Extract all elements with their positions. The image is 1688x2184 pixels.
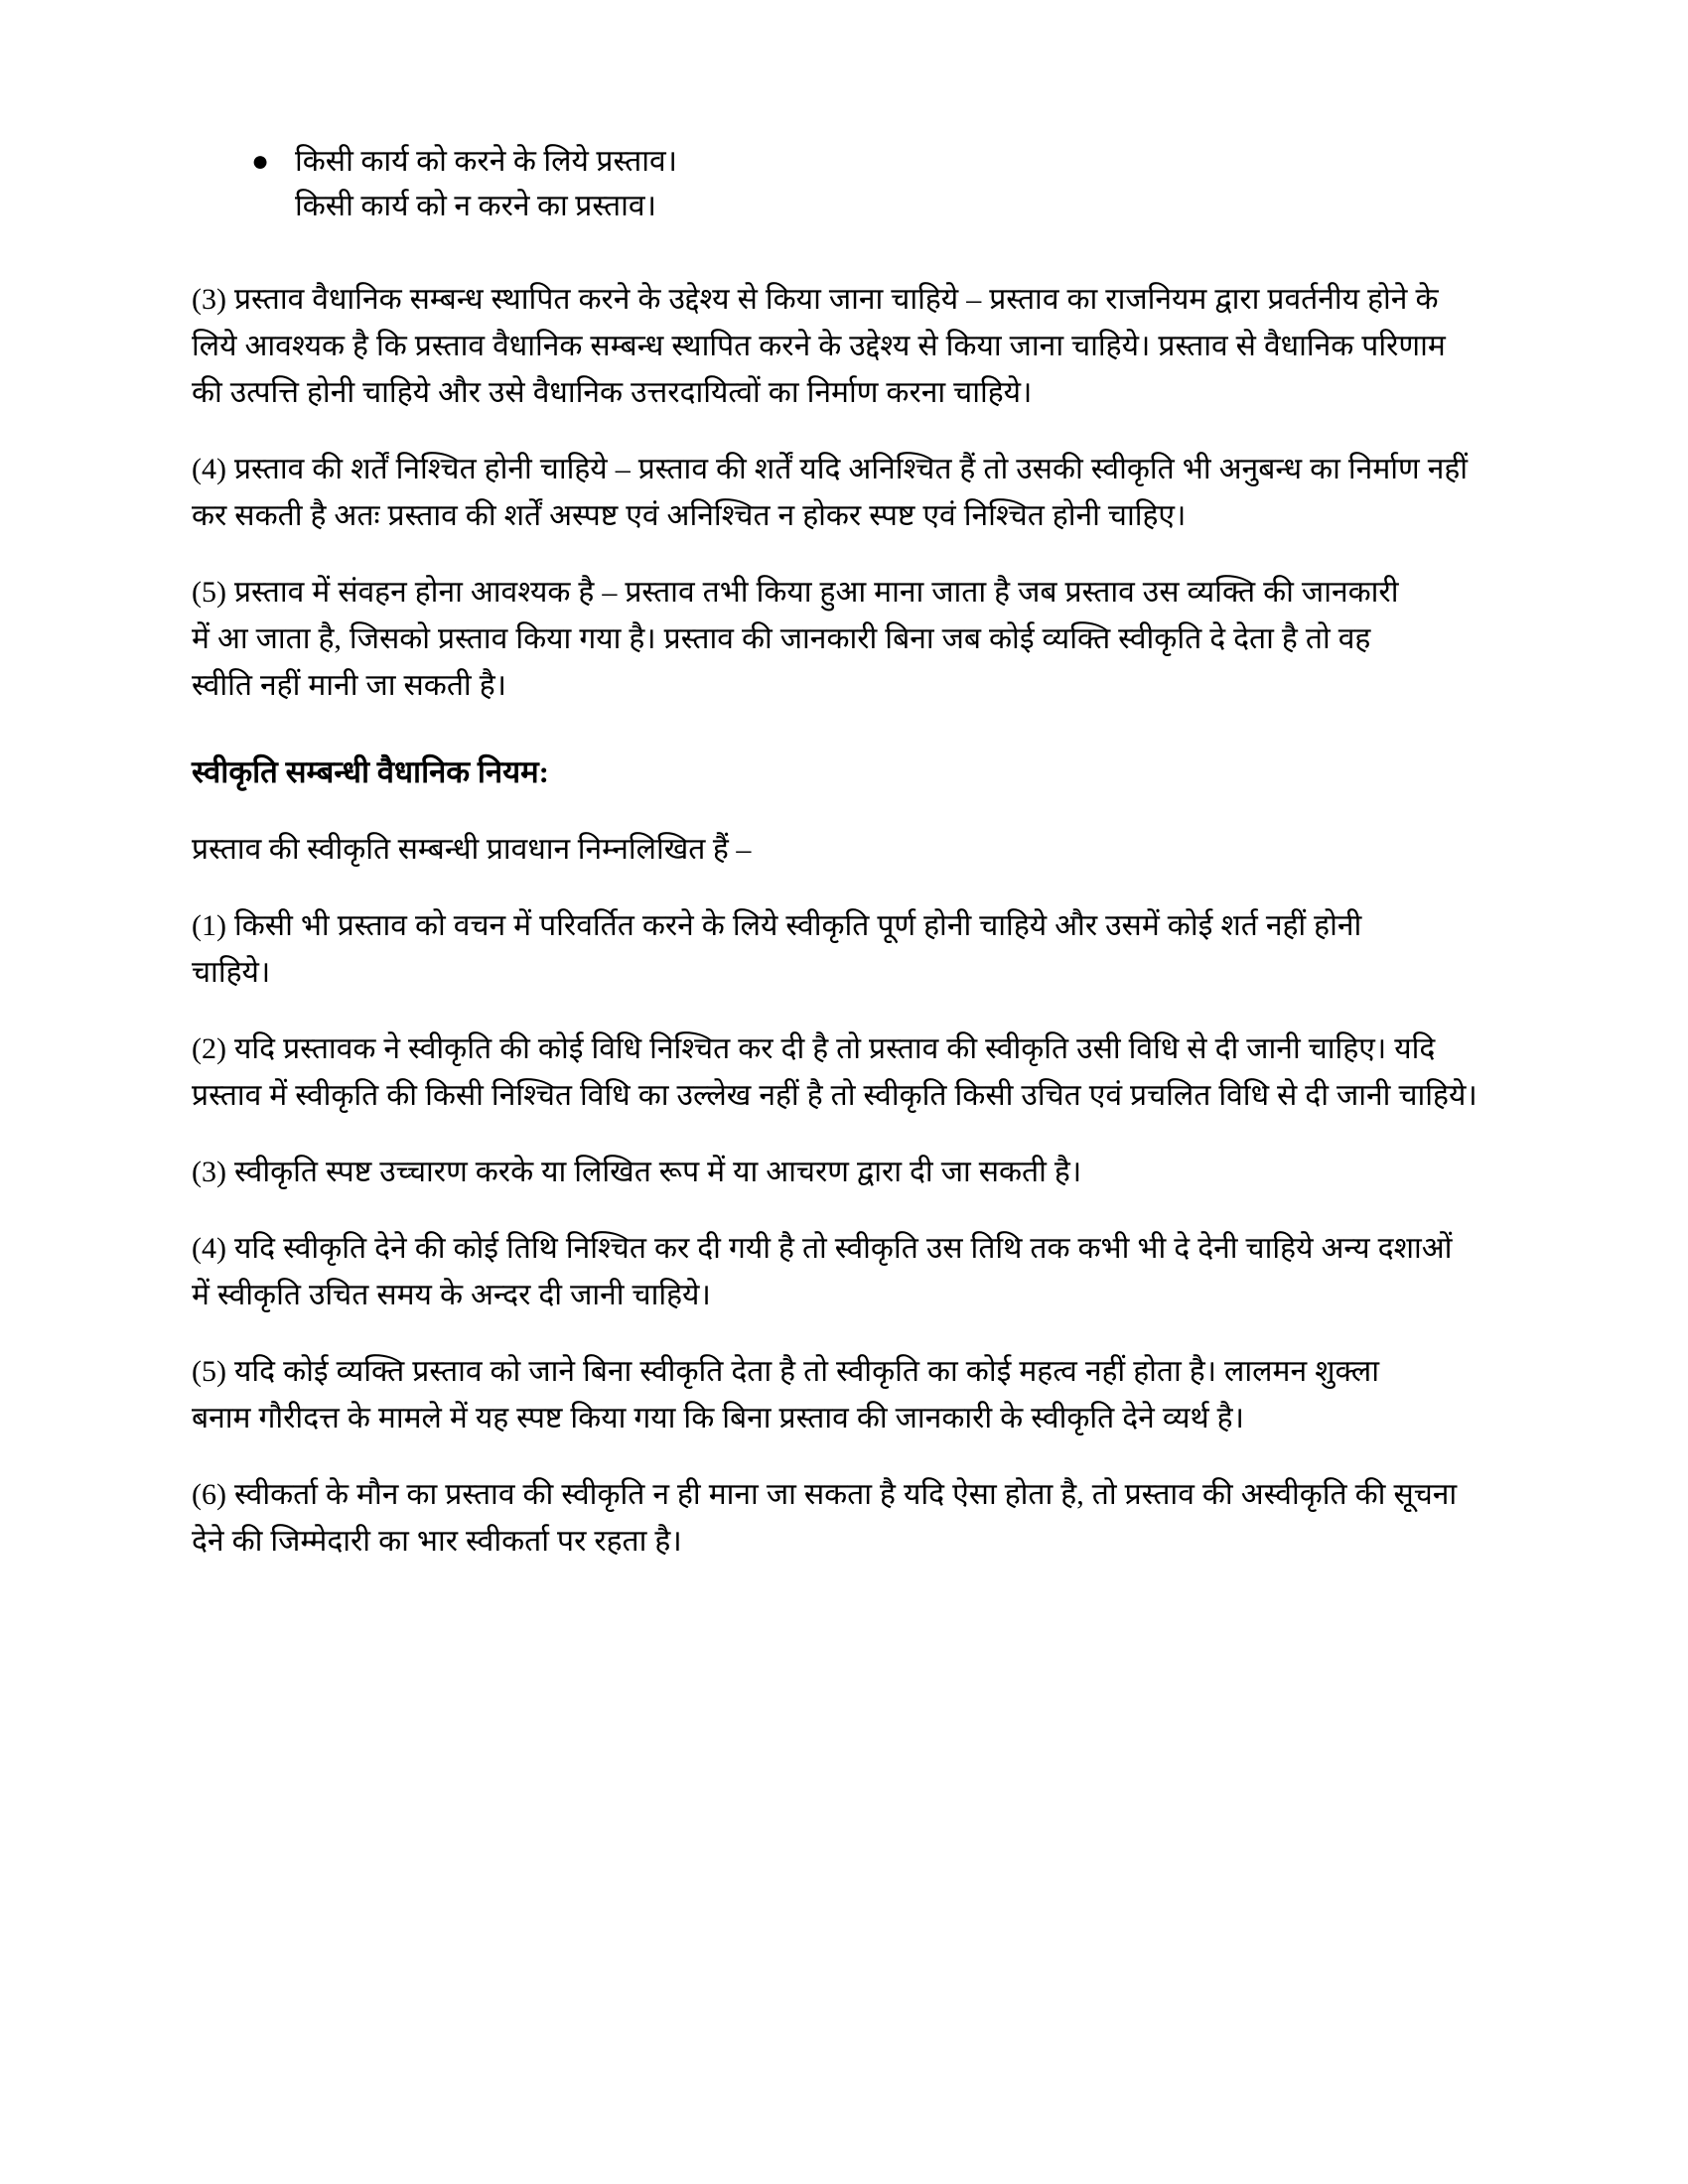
acceptance-intro-paragraph: प्रस्ताव की स्वीकृति सम्बन्धी प्रावधान निम्नलिखित हैं – — [192, 833, 752, 866]
spacer — [192, 796, 1477, 826]
spacer — [192, 709, 1477, 749]
spacer — [192, 1119, 1477, 1149]
spacer — [192, 1318, 1477, 1348]
spacer — [192, 416, 1477, 446]
spacer — [192, 1195, 1477, 1225]
acceptance-rules-heading: स्वीकृति सम्बन्धी वैधानिक नियम: — [192, 754, 549, 789]
bullet-line-2: किसी कार्य को न करने का प्रस्ताव। — [295, 190, 656, 222]
list-item — [192, 139, 1477, 228]
acceptance-rule-5-paragraph: (5) यदि कोई व्यक्ति प्रस्ताव को जाने बिना स्वीकृति देता है तो स्वीकृति का कोई महत्व नहीं होता है। लालमन शुक्ला बनाम गौरीदत्त के मामले में यह स्पष्ट किया गया कि बिना प्रस्ताव की जानकारी के स्वीकृति देने व्यर्थ है। — [192, 1355, 1379, 1434]
spacer — [192, 873, 1477, 902]
document-body — [192, 139, 1477, 1565]
spacer — [192, 996, 1477, 1025]
spacer — [192, 539, 1477, 569]
acceptance-rule-3-paragraph: (3) स्वीकृति स्पष्ट उच्चारण करके या लिखित रूप में या आचरण द्वारा दी जा सकती है। — [192, 1156, 1082, 1188]
spacer — [192, 228, 1477, 276]
offer-rule-5-paragraph: (5) प्रस्ताव में संवहन होना आवश्यक है – प्रस्ताव तभी किया हुआ माना जाता है जब प्रस्ताव उस व्यक्ति की जानकारी में आ जाता है, जिसको प्रस्ताव किया गया है। प्रस्ताव की जानकारी बिना जब कोई व्यक्ति स्वीकृति दे देता है तो वह स्वीति नहीं मानी जा सकती है। — [192, 576, 1399, 702]
bullet-line-1: किसी कार्य को करने के लिये प्रस्ताव। — [295, 145, 678, 178]
acceptance-rule-6-paragraph: (6) स्वीकर्ता के मौन का प्रस्ताव की स्वीकृति न ही माना जा सकता है यदि ऐसा होता है, तो प्रस्ताव की अस्वीकृति की सूचना देने की जिम्मेदारी का भार स्वीकर्ता पर रहता है। — [192, 1478, 1458, 1558]
acceptance-rule-2-paragraph: (2) यदि प्रस्तावक ने स्वीकृति की कोई विधि निश्चित कर दी है तो प्रस्ताव की स्वीकृति उसी विधि से दी जानी चाहिए। यदि प्रस्ताव में स्वीकृति की किसी निश्चित विधि का उल्लेख नहीं है तो स्वीकृति किसी उचित एवं प्रचलित विधि से दी जानी चाहिये। — [192, 1032, 1477, 1112]
spacer — [192, 1441, 1477, 1471]
offer-rule-3-paragraph: (3) प्रस्ताव वैधानिक सम्बन्ध स्थापित करने के उद्देश्य से किया जाना चाहिये – प्रस्ताव का राजनियम द्वारा प्रवर्तनीय होने के लिये आवश्यक है कि प्रस्ताव वैधानिक सम्बन्ध स्थापित करने के उद्देश्य से किया जाना चाहिये। प्रस्ताव से वैधानिक परिणाम की उत्पत्ति होनी चाहिये और उसे वैधानिक उत्तरदायित्वों का निर्माण करना चाहिये। — [192, 283, 1446, 409]
offer-types-bullet-list — [192, 139, 1477, 228]
offer-rule-4-paragraph: (4) प्रस्ताव की शर्तें निश्चित होनी चाहिये – प्रस्ताव की शर्तें यदि अनिश्चित हैं तो उसकी स्वीकृति भी अनुबन्ध का निर्माण नहीं कर सकती है अतः प्रस्ताव की शर्तें अस्पष्ट एवं अनिश्चित न होकर स्पष्ट एवं निश्चित होनी चाहिए। — [192, 453, 1469, 532]
bullet-dot-icon: ● — [251, 145, 270, 178]
acceptance-rule-4-paragraph: (4) यदि स्वीकृति देने की कोई तिथि निश्चित कर दी गयी है तो स्वीकृति उस तिथि तक कभी भी दे देनी चाहिये अन्य दशाओं में स्वीकृति उचित समय के अन्दर दी जानी चाहिये। — [192, 1232, 1453, 1311]
acceptance-rule-1-paragraph: (1) किसी भी प्रस्ताव को वचन में परिवर्तित करने के लिये स्वीकृति पूर्ण होनी चाहिये और उसमें कोई शर्त नहीं होनी चाहिये। — [192, 909, 1362, 989]
